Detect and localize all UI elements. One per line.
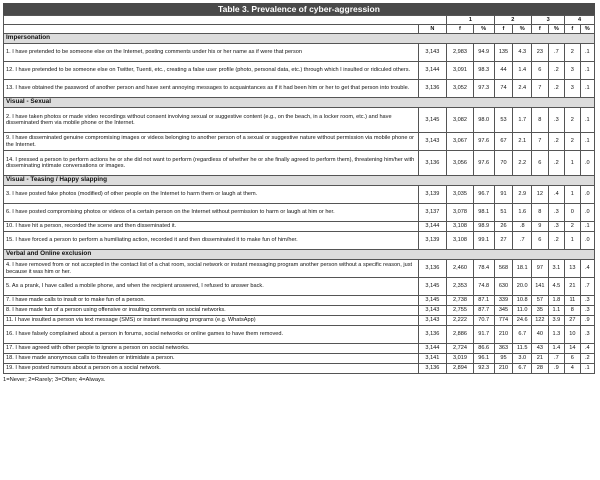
section-row	[4, 176, 595, 186]
table-cell: 0	[565, 204, 580, 222]
item-label: 8. I have made fun of a person using offensive or insulting comments on social networks.	[4, 306, 419, 316]
table-cell: 3,052	[447, 80, 473, 98]
table-cell: 28	[532, 364, 549, 374]
table-cell: 67	[494, 133, 513, 151]
item-label: 12. I have pretended to be someone else on Twitter, Tuenti, etc., creating a false user profile (photo, personal data, etc.) through which I insulted or ridiculed others.	[4, 62, 419, 80]
table-cell: 44	[494, 62, 513, 80]
table-row	[4, 133, 595, 151]
table-cell: 97.3	[473, 80, 494, 98]
item-label: 5. As a prank, I have called a mobile phone, and when the recipient answered, I refused to answer back.	[4, 278, 419, 296]
table-cell: 3.0	[513, 354, 532, 364]
table-title: Table 3. Prevalence of cyber-aggression	[3, 3, 595, 15]
table-cell: 3,143	[418, 44, 447, 62]
table-cell: 92.3	[473, 364, 494, 374]
table-cell: 4.3	[513, 44, 532, 62]
table-cell: 3,143	[418, 133, 447, 151]
section-row	[4, 98, 595, 108]
table-cell: 20.0	[513, 278, 532, 296]
table-cell: 98.1	[473, 204, 494, 222]
table-cell: 7	[532, 133, 549, 151]
table-cell: 3,091	[447, 62, 473, 80]
header-col-4: %	[513, 25, 532, 34]
table-cell: 10	[565, 326, 580, 344]
table-cell: 6	[532, 151, 549, 176]
table-cell: 3,035	[447, 186, 473, 204]
table-cell: 3,137	[418, 204, 447, 222]
item-label: 17. I have agreed with other people to ignore a person on social networks.	[4, 344, 419, 354]
table-cell: .4	[548, 186, 565, 204]
item-label: 19. I have posted rumours about a person on a social network.	[4, 364, 419, 374]
table-cell: 51	[494, 204, 513, 222]
table-row	[4, 306, 595, 316]
table-cell: 1.1	[548, 306, 565, 316]
table-cell: 94.9	[473, 44, 494, 62]
header-group-row	[4, 16, 595, 25]
table-row	[4, 204, 595, 222]
table-cell: .0	[580, 204, 594, 222]
table-cell: 70.7	[473, 316, 494, 326]
table-cell: .2	[580, 354, 594, 364]
table-cell: 40	[532, 326, 549, 344]
table-cell: 3,139	[418, 232, 447, 250]
table-cell: .2	[548, 80, 565, 98]
table-cell: 3,108	[447, 232, 473, 250]
section-row	[4, 250, 595, 260]
table-cell: 3,144	[418, 344, 447, 354]
table-cell: .0	[580, 232, 594, 250]
table-cell: .7	[513, 232, 532, 250]
item-label: 3. I have posted fake photos (modified) of other people on the Internet to harm them or laugh at them.	[4, 186, 419, 204]
table-cell: 2,724	[447, 344, 473, 354]
table-cell: .9	[548, 364, 565, 374]
table-cell: 2,755	[447, 306, 473, 316]
table-cell: 27	[494, 232, 513, 250]
table-cell: 6	[565, 354, 580, 364]
header-col-6: %	[548, 25, 565, 34]
table-footnote: 1=Never; 2=Rarely; 3=Often; 4=Always.	[3, 377, 106, 383]
section-row	[4, 34, 595, 44]
table-cell: 1	[565, 151, 580, 176]
table-cell: 2	[565, 44, 580, 62]
header-group-2: 2	[494, 16, 531, 25]
header-col-0: N	[418, 25, 447, 34]
table-cell: 35	[532, 306, 549, 316]
table-row	[4, 326, 595, 344]
table-cell: 98.9	[473, 222, 494, 232]
table-cell: 3,136	[418, 80, 447, 98]
table-cell: 11.0	[513, 306, 532, 316]
header-col-8: %	[580, 25, 594, 34]
item-label: 6. I have posted compromising photos or videos of a certain person on the Internet without permission to harm or laugh at him or her.	[4, 204, 419, 222]
table-cell: 2	[565, 108, 580, 133]
table-cell: 1.8	[548, 296, 565, 306]
header-col-7: f	[565, 25, 580, 34]
table-cell: 98.0	[473, 108, 494, 133]
table-cell: 43	[532, 344, 549, 354]
header-item	[4, 25, 419, 34]
table-cell: .7	[548, 354, 565, 364]
table-cell: .1	[580, 44, 594, 62]
table-row	[4, 151, 595, 176]
table-cell: 3,145	[418, 278, 447, 296]
header-group-3: 3	[532, 16, 565, 25]
table-cell: 210	[494, 326, 513, 344]
table-cell: 339	[494, 296, 513, 306]
table-cell: 2	[565, 133, 580, 151]
table-cell: 1.6	[513, 204, 532, 222]
table-cell: 96.7	[473, 186, 494, 204]
table-cell: .2	[548, 232, 565, 250]
table-row	[4, 354, 595, 364]
table-cell: 2.1	[513, 133, 532, 151]
table-cell: 3,143	[418, 306, 447, 316]
table-row	[4, 316, 595, 326]
table-cell: 21	[565, 278, 580, 296]
header-col-2: %	[473, 25, 494, 34]
section-title: Verbal and Online exclusion	[4, 250, 595, 260]
table-cell: 1	[565, 186, 580, 204]
table-cell: .3	[580, 296, 594, 306]
table-cell: 8	[565, 306, 580, 316]
table-cell: 6.7	[513, 326, 532, 344]
table-cell: .1	[580, 222, 594, 232]
section-title: Visual - Sexual	[4, 98, 595, 108]
table-cell: 3.9	[548, 316, 565, 326]
table-cell: 210	[494, 364, 513, 374]
table-cell: 95	[494, 354, 513, 364]
table-cell: 96.1	[473, 354, 494, 364]
table-cell: .1	[580, 133, 594, 151]
item-label: 13. I have obtained the password of another person and have sent annoying messages to acquaintances as if it had been him or her to get that person into trouble.	[4, 80, 419, 98]
table-cell: 3	[565, 62, 580, 80]
table-cell: 2.9	[513, 186, 532, 204]
item-label: 9. I have disseminated genuine compromising images or videos belonging to another person of a sexual or suggestive nature without permission via mobile phone or the Internet.	[4, 133, 419, 151]
item-label: 4. I have removed from or not accepted in the contact list of a chat room, social network or instant messaging program another person without a specific reason, just because it was him or her.	[4, 260, 419, 278]
table-cell: 6.7	[513, 364, 532, 374]
table-cell: 1.4	[548, 344, 565, 354]
table-cell: 3,145	[418, 108, 447, 133]
table-cell: 11.5	[513, 344, 532, 354]
item-label: 15. I have forced a person to perform a humiliating action, recorded it and then disseminated it to make fun of him/her.	[4, 232, 419, 250]
table-cell: 4	[565, 364, 580, 374]
header-col-5: f	[532, 25, 549, 34]
table-cell: 568	[494, 260, 513, 278]
table-row	[4, 232, 595, 250]
table-cell: 9	[532, 222, 549, 232]
table-cell: .1	[580, 108, 594, 133]
table-cell: .3	[548, 204, 565, 222]
table-cell: 87.7	[473, 306, 494, 316]
table-cell: 3.1	[548, 260, 565, 278]
table-cell: 2,983	[447, 44, 473, 62]
table-cell: 1	[565, 232, 580, 250]
table-row	[4, 260, 595, 278]
header-col-1: f	[447, 25, 473, 34]
table-cell: 2.2	[513, 151, 532, 176]
table-cell: 1.7	[513, 108, 532, 133]
table-cell: 24.6	[513, 316, 532, 326]
table-cell: 3,144	[418, 222, 447, 232]
table-cell: 8	[532, 204, 549, 222]
table-cell: 14	[565, 344, 580, 354]
table-cell: 1.4	[513, 62, 532, 80]
header-group-1: 1	[447, 16, 494, 25]
table-cell: .3	[548, 222, 565, 232]
table-cell: 2,738	[447, 296, 473, 306]
table-cell: 2,460	[447, 260, 473, 278]
table-cell: 135	[494, 44, 513, 62]
table-cell: 3,141	[418, 354, 447, 364]
table-cell: 630	[494, 278, 513, 296]
table-cell: 2	[565, 222, 580, 232]
table-cell: 57	[532, 296, 549, 306]
table-cell: .0	[580, 151, 594, 176]
table-cell: 11	[565, 296, 580, 306]
table-row	[4, 80, 595, 98]
table-cell: 6	[532, 62, 549, 80]
table-cell: 10.8	[513, 296, 532, 306]
header-group-4: 4	[565, 16, 595, 25]
header-blank	[4, 16, 447, 25]
table-cell: 3,082	[447, 108, 473, 133]
table-cell: 122	[532, 316, 549, 326]
table-cell: .4	[580, 344, 594, 354]
table-cell: 8	[532, 108, 549, 133]
table-cell: 3,143	[418, 316, 447, 326]
item-label: 16. I have falsely complained about a person in forums, social networks or online games to have them removed.	[4, 326, 419, 344]
table-cell: 1.3	[548, 326, 565, 344]
table-cell: 13	[565, 260, 580, 278]
prevalence-table	[3, 15, 595, 374]
table-cell: 3,108	[447, 222, 473, 232]
table-cell: .0	[580, 186, 594, 204]
table-cell: 3,136	[418, 364, 447, 374]
table-cell: 97	[532, 260, 549, 278]
table-cell: 3,078	[447, 204, 473, 222]
table-cell: 74.8	[473, 278, 494, 296]
table-cell: 74	[494, 80, 513, 98]
table-cell: 774	[494, 316, 513, 326]
table-cell: .7	[548, 44, 565, 62]
table-cell: 12	[532, 186, 549, 204]
item-label: 1. I have pretended to be someone else on the Internet, posting comments under his or her name as if were that person	[4, 44, 419, 62]
table-cell: .2	[548, 62, 565, 80]
table-cell: 98.3	[473, 62, 494, 80]
header-column-row	[4, 25, 595, 34]
item-label: 10. I have hit a person, recorded the scene and then disseminated it.	[4, 222, 419, 232]
table-cell: .1	[580, 364, 594, 374]
table-cell: .3	[580, 326, 594, 344]
table-cell: 53	[494, 108, 513, 133]
table-cell: 3,136	[418, 260, 447, 278]
table-cell: 3	[565, 80, 580, 98]
header-col-3: f	[494, 25, 513, 34]
table-cell: 2,886	[447, 326, 473, 344]
table-cell: .8	[513, 222, 532, 232]
table-cell: 7	[532, 80, 549, 98]
table-cell: 3,136	[418, 151, 447, 176]
table-row	[4, 62, 595, 80]
table-cell: .1	[580, 62, 594, 80]
table-row	[4, 222, 595, 232]
item-label: 18. I have made anonymous calls to threaten or intimidate a person.	[4, 354, 419, 364]
section-title: Impersonation	[4, 34, 595, 44]
table-cell: .3	[548, 108, 565, 133]
table-cell: 97.6	[473, 133, 494, 151]
table-cell: 363	[494, 344, 513, 354]
table-cell: 2.4	[513, 80, 532, 98]
table-cell: 2,353	[447, 278, 473, 296]
table-cell: 2,894	[447, 364, 473, 374]
table-cell: .3	[580, 306, 594, 316]
table-cell: 91.7	[473, 326, 494, 344]
table-cell: .4	[580, 260, 594, 278]
table-cell: 3,056	[447, 151, 473, 176]
table-row	[4, 108, 595, 133]
table-cell: 99.1	[473, 232, 494, 250]
table-cell: 18.1	[513, 260, 532, 278]
table-cell: 345	[494, 306, 513, 316]
table-cell: .9	[580, 316, 594, 326]
table-cell: 27	[565, 316, 580, 326]
table-cell: 21	[532, 354, 549, 364]
table-cell: 3,145	[418, 296, 447, 306]
table-row	[4, 344, 595, 354]
table-row	[4, 44, 595, 62]
table-cell: 91	[494, 186, 513, 204]
table-row	[4, 296, 595, 306]
table-cell: 3,019	[447, 354, 473, 364]
item-label: 2. I have taken photos or made video recordings without consent involving sexual or suggestive content (e.g., on the beach, in a locker room, etc.) and have disseminated them via mobile phone or the Internet.	[4, 108, 419, 133]
table-cell: 3,139	[418, 186, 447, 204]
table-cell: 2,222	[447, 316, 473, 326]
table-cell: 97.6	[473, 151, 494, 176]
table-cell: 3,144	[418, 62, 447, 80]
item-label: 11. I have insulted a person via text message (SMS) or instant messaging programs (e.g. WhatsApp)	[4, 316, 419, 326]
table-row	[4, 278, 595, 296]
table-cell: 87.1	[473, 296, 494, 306]
section-title: Visual - Teasing / Happy slapping	[4, 176, 595, 186]
table-cell: 6	[532, 232, 549, 250]
item-label: 7. I have made calls to insult or to make fun of a person.	[4, 296, 419, 306]
table-cell: .1	[580, 80, 594, 98]
table-cell: .2	[548, 133, 565, 151]
table-cell: 141	[532, 278, 549, 296]
table-cell: 4.5	[548, 278, 565, 296]
item-label: 14. I pressed a person to perform actions he or she did not want to perform (regardless of whether he or she finally agreed to perform them), threatening him/her with disseminating intimate conversations or images.	[4, 151, 419, 176]
table-container	[3, 3, 595, 383]
table-cell: 3,067	[447, 133, 473, 151]
table-cell: 86.6	[473, 344, 494, 354]
table-cell: 70	[494, 151, 513, 176]
table-cell: 23	[532, 44, 549, 62]
table-cell: 78.4	[473, 260, 494, 278]
table-row	[4, 186, 595, 204]
table-cell: 3,136	[418, 326, 447, 344]
table-cell: .7	[580, 278, 594, 296]
table-cell: 26	[494, 222, 513, 232]
table-cell: .2	[548, 151, 565, 176]
table-row	[4, 364, 595, 374]
